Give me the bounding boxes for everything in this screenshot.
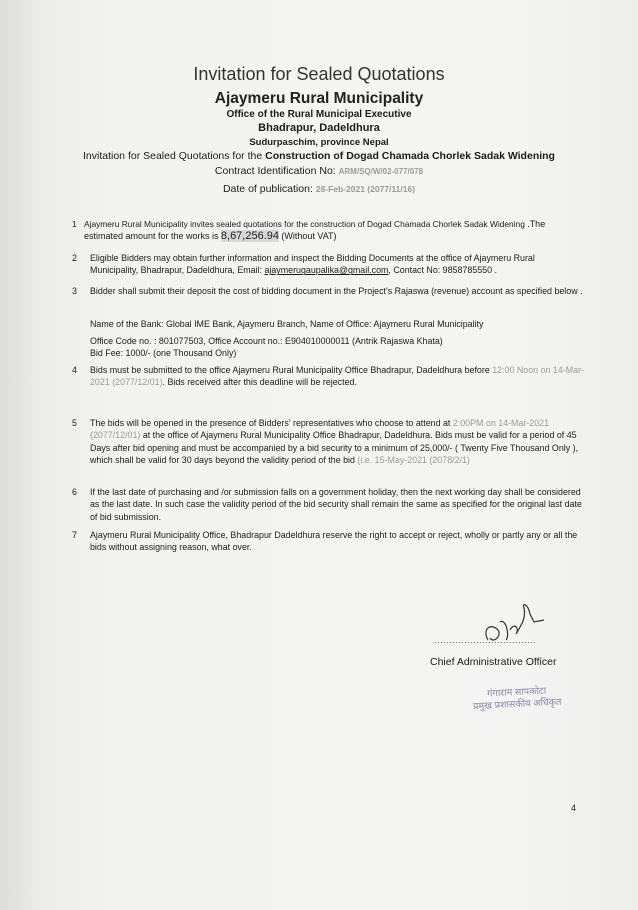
estimated-amount: 8,67,256.94 xyxy=(220,230,280,243)
clause-text: at the office of Ajaymeru Rural Municipality Office Bhadrapur, Dadeldhura. Bids must be valid for a period of 45 Days after bid opening and must be accompanied by a bid security to a minimum of 25,000/- ( Twenty Five Thousand Only ), which shall be valid for 30 days beyond the validity period of the bid xyxy=(90,430,579,465)
clause-text: Bidder shall submit their deposit the cost of bidding document in the Project's Rajaswa (revenue) account as specified below . xyxy=(90,286,583,296)
clause-text: Ajaymeru Rural Municipality Office, Bhadrapur Dadeldhura reserve the right to accept or reject, wholly or partly any or all the bids without assigning reason, what over. xyxy=(90,530,578,553)
official-stamp xyxy=(461,684,572,714)
office-name: Office of the Rural Municipal Executive xyxy=(226,109,412,120)
opening-time: 2:00PM on 14-Mar-2021 (2077/12/01) xyxy=(90,418,550,441)
office-address: Bhadrapur, Dadeldhura xyxy=(258,122,380,134)
publication-date-line xyxy=(0,183,638,195)
clause-number: 3 xyxy=(72,286,77,296)
clause-text: , Contact No: 9858785550 . xyxy=(388,265,497,276)
clause-2 xyxy=(72,252,584,277)
clause-number: 1 xyxy=(72,219,77,229)
document-title: Invitation for Sealed Quotations xyxy=(193,64,445,84)
validity-date: (i.e. 15-May-2021 (2078/2/1) xyxy=(357,454,470,465)
clause-number: 7 xyxy=(72,530,77,540)
province: Sudurpaschim, province Nepal xyxy=(249,137,389,148)
clause-text: . Bids received after this deadline will be rejected. xyxy=(162,377,357,388)
clause-text: Ajaymeru Rural Municipality invites sealed quotations for the construction of Dogad Chamada Chorlek Sadak Widening xyxy=(84,219,525,229)
office-code: Office Code no. : 801077503, Office Account no.: E904010000011 (Antrik Rajaswa Khata) xyxy=(90,336,443,346)
submission-deadline: 12:00 Noon on 14-Mar-2021 (2077/12/01) xyxy=(90,365,584,388)
bid-fee: Bid Fee: 1000/- (one Thousand Only) xyxy=(90,348,237,358)
clause-text: Eligible Bidders may obtain further information and inspect the Bidding Documents at the office of Ajaymeru Rural Municipality, Bhadrapur, Dadeldhura, Email: xyxy=(90,253,535,276)
clause-text: (Without VAT) xyxy=(281,231,337,242)
clause-number: 6 xyxy=(72,487,77,497)
invitation-prefix: Invitation for Sealed Quotations for the xyxy=(83,150,263,162)
contract-line xyxy=(0,165,638,177)
clause-7 xyxy=(72,529,584,554)
stamp-name: गंगाराम सापकोटा xyxy=(486,685,547,700)
clause-3 xyxy=(72,285,584,297)
clause-text: The bids will be opened in the presence of Bidders' representatives who choose to attend at xyxy=(90,418,451,428)
organization-name: Ajaymeru Rural Municipality xyxy=(214,90,424,107)
clause-number: 5 xyxy=(72,418,77,428)
publication-date: 28-Feb-2021 (2077/11/16) xyxy=(315,184,416,194)
clause-text: .The estimated amount for the works is xyxy=(84,219,546,242)
clause-6 xyxy=(72,486,584,523)
clause-1 xyxy=(72,218,584,243)
signature-line: .................................. xyxy=(434,635,537,645)
invitation-line xyxy=(0,150,638,162)
page-number: 4 xyxy=(571,803,577,813)
clause-4 xyxy=(72,364,584,389)
stamp-designation: प्रमुख प्रशासकीय अधिकृत xyxy=(472,696,562,713)
clause-text: Bids must be submitted to the office Ajaymeru Rural Municipality Office Bhadrapur, Dadeldhura before xyxy=(90,365,490,375)
signatory-title: Chief Administrative Officer xyxy=(430,656,557,668)
clause-number: 2 xyxy=(72,253,77,263)
contract-label: Contract Identification No: xyxy=(214,165,336,177)
clause-5 xyxy=(72,417,584,466)
publication-date-label: Date of publication: xyxy=(222,183,313,195)
bank-name: Name of the Bank: Global IME Bank, Ajaymeru Branch, Name of Office: Ajaymeru Rural Municipality xyxy=(90,319,484,329)
clause-text: If the last date of purchasing and /or submission falls on a government holiday, then the next working day shall be considered as the last date. In such case the validity period of the bid security shall remain the same as specified for the original last date of bid submission. xyxy=(90,487,582,522)
clause-number: 4 xyxy=(72,365,77,375)
contract-number: ARM/SQ/W/02-077/078 xyxy=(338,167,424,176)
email-link[interactable]: ajaymerugaupalika@gmail.com xyxy=(264,265,389,276)
project-name: Construction of Dogad Chamada Chorlek Sadak Widening xyxy=(265,150,555,162)
